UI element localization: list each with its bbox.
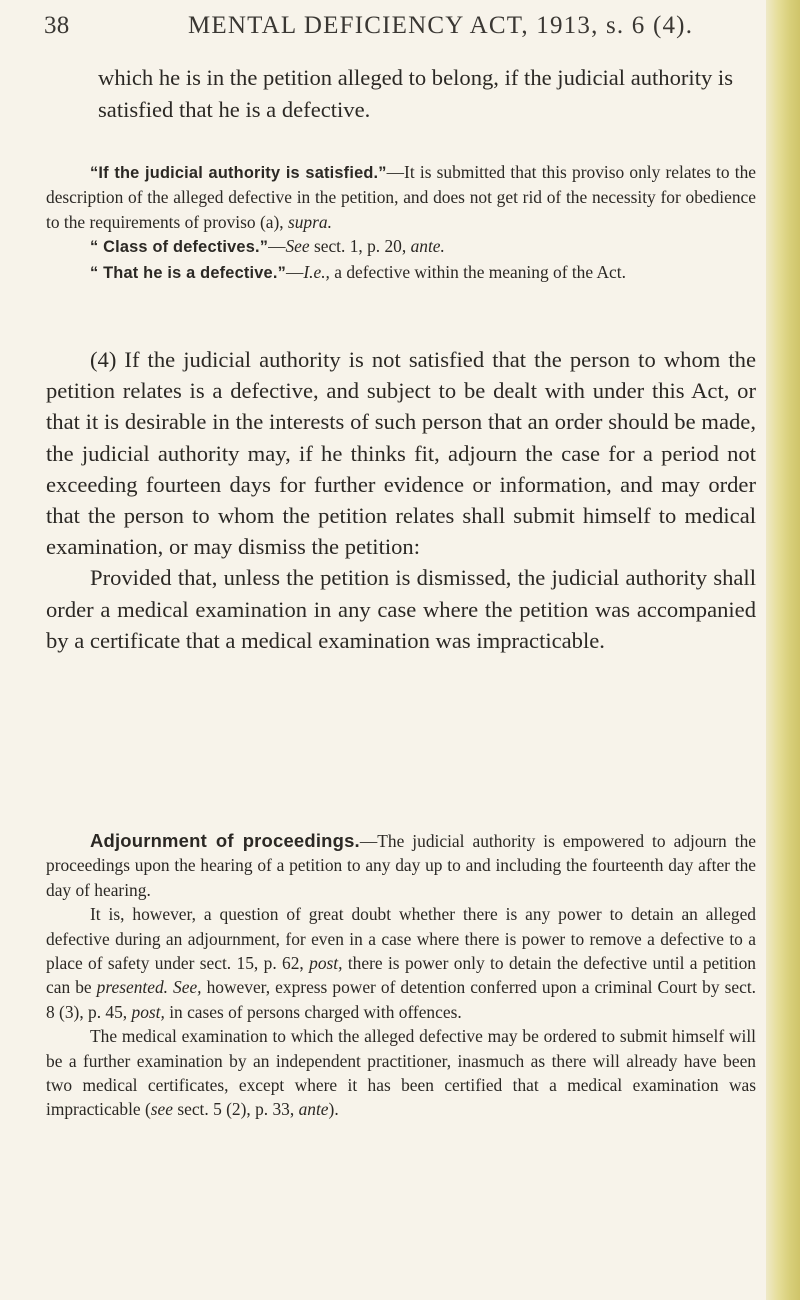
continuation-text: which he is in the petition alleged to belong, if the judicial authority is satisfied that he is a defective. (98, 65, 733, 122)
note-heading: “ That he is a defective.” (90, 263, 286, 282)
note-dash: — (285, 261, 304, 282)
note-italic: post, (309, 953, 343, 974)
note-body: —The judicial authority is empowered to adjourn the proceedings upon the hearing of a petition to any day up to and including the fourteenth day after the day of hearing. (46, 831, 756, 900)
note-italic: ante (298, 1099, 329, 1120)
note-heading: “If the judicial authority is satisfied.” (90, 164, 387, 182)
note-italic: supra. (287, 211, 332, 232)
note-body: sect. 1, p. 20, (309, 236, 411, 257)
note-body: a defective within the meaning of the Act. (329, 261, 626, 282)
notes-block-1 (46, 160, 756, 285)
note-italic: post, (131, 1001, 165, 1022)
note-that-he-is-defective (46, 260, 756, 285)
paragraph-continuation (98, 62, 756, 125)
note-text: however, express power of detention conferred upon a criminal Court by sect. 8 (3), p. 45, (46, 977, 756, 1022)
statute-block (46, 344, 756, 656)
notes-block-2 (46, 829, 756, 1122)
note-adjournment (46, 829, 756, 902)
page-edge-discoloration (766, 0, 800, 1300)
note-italic: presented. (96, 977, 168, 998)
note-dash: — (268, 236, 286, 257)
note-medical-examination (46, 1024, 756, 1122)
note-text: in cases of persons charged with offences. (164, 1001, 462, 1022)
note-ante: ante. (410, 236, 445, 257)
subsection-4: (4) If the judicial authority is not satisfied that the person to whom the petition relates is a defective, and subject to be dealt with under this Act, or that it is desirable in the interests of such person that an order should be made, the judicial authority may, if he thinks fit, adjourn the case for a period not exceeding fourteen days for further evidence or information, and may order that the person to whom the petition relates shall submit himself to medical examination, or may dismiss the petition: (46, 347, 756, 560)
note-italic: see (150, 1099, 173, 1120)
note-class-of-defectives (46, 234, 756, 259)
note-judicial-authority-satisfied (46, 160, 756, 234)
page-header (44, 8, 764, 48)
note-see: See (285, 236, 310, 257)
note-heading: Adjournment of proceedings. (90, 830, 360, 851)
note-ie: I.e., (303, 261, 330, 282)
note-heading: “ Class of defectives.” (90, 238, 269, 257)
note-text: ). (328, 1099, 339, 1120)
proviso: Provided that, unless the petition is dismissed, the judicial authority shall order a medical examination in any case where the petition was accompanied by a certificate that a medical examination was impracticable. (46, 565, 756, 653)
note-italic: See, (173, 977, 202, 998)
note-text: there is power only to detain the defective until a petition can be (46, 953, 756, 998)
running-title: MENTAL DEFICIENCY ACT, 1913, s. 6 (4). (188, 12, 694, 39)
note-detention-doubt (46, 902, 756, 1024)
page-number: 38 (44, 12, 70, 39)
note-text: sect. 5 (2), p. 33, (173, 1099, 299, 1120)
note-text: The medical examination to which the alleged defective may be ordered to submit himself will be a further examination by an independent practitioner, inasmuch as there will already have been two medical certificates, except where it has been certified that a medical examination was impracticable ( (46, 1026, 756, 1120)
note-text: It is, however, a question of great doubt whether there is any power to detain an alleged defective during an adjournment, for even in a case where there is power to remove a defective to a place of safety under sect. 15, p. 62, (46, 904, 756, 974)
note-body: —It is submitted that this proviso only relates to the description of the alleged defective in the petition, and does not get rid of the necessity for obedience to the requirements of proviso (a), (46, 162, 757, 232)
